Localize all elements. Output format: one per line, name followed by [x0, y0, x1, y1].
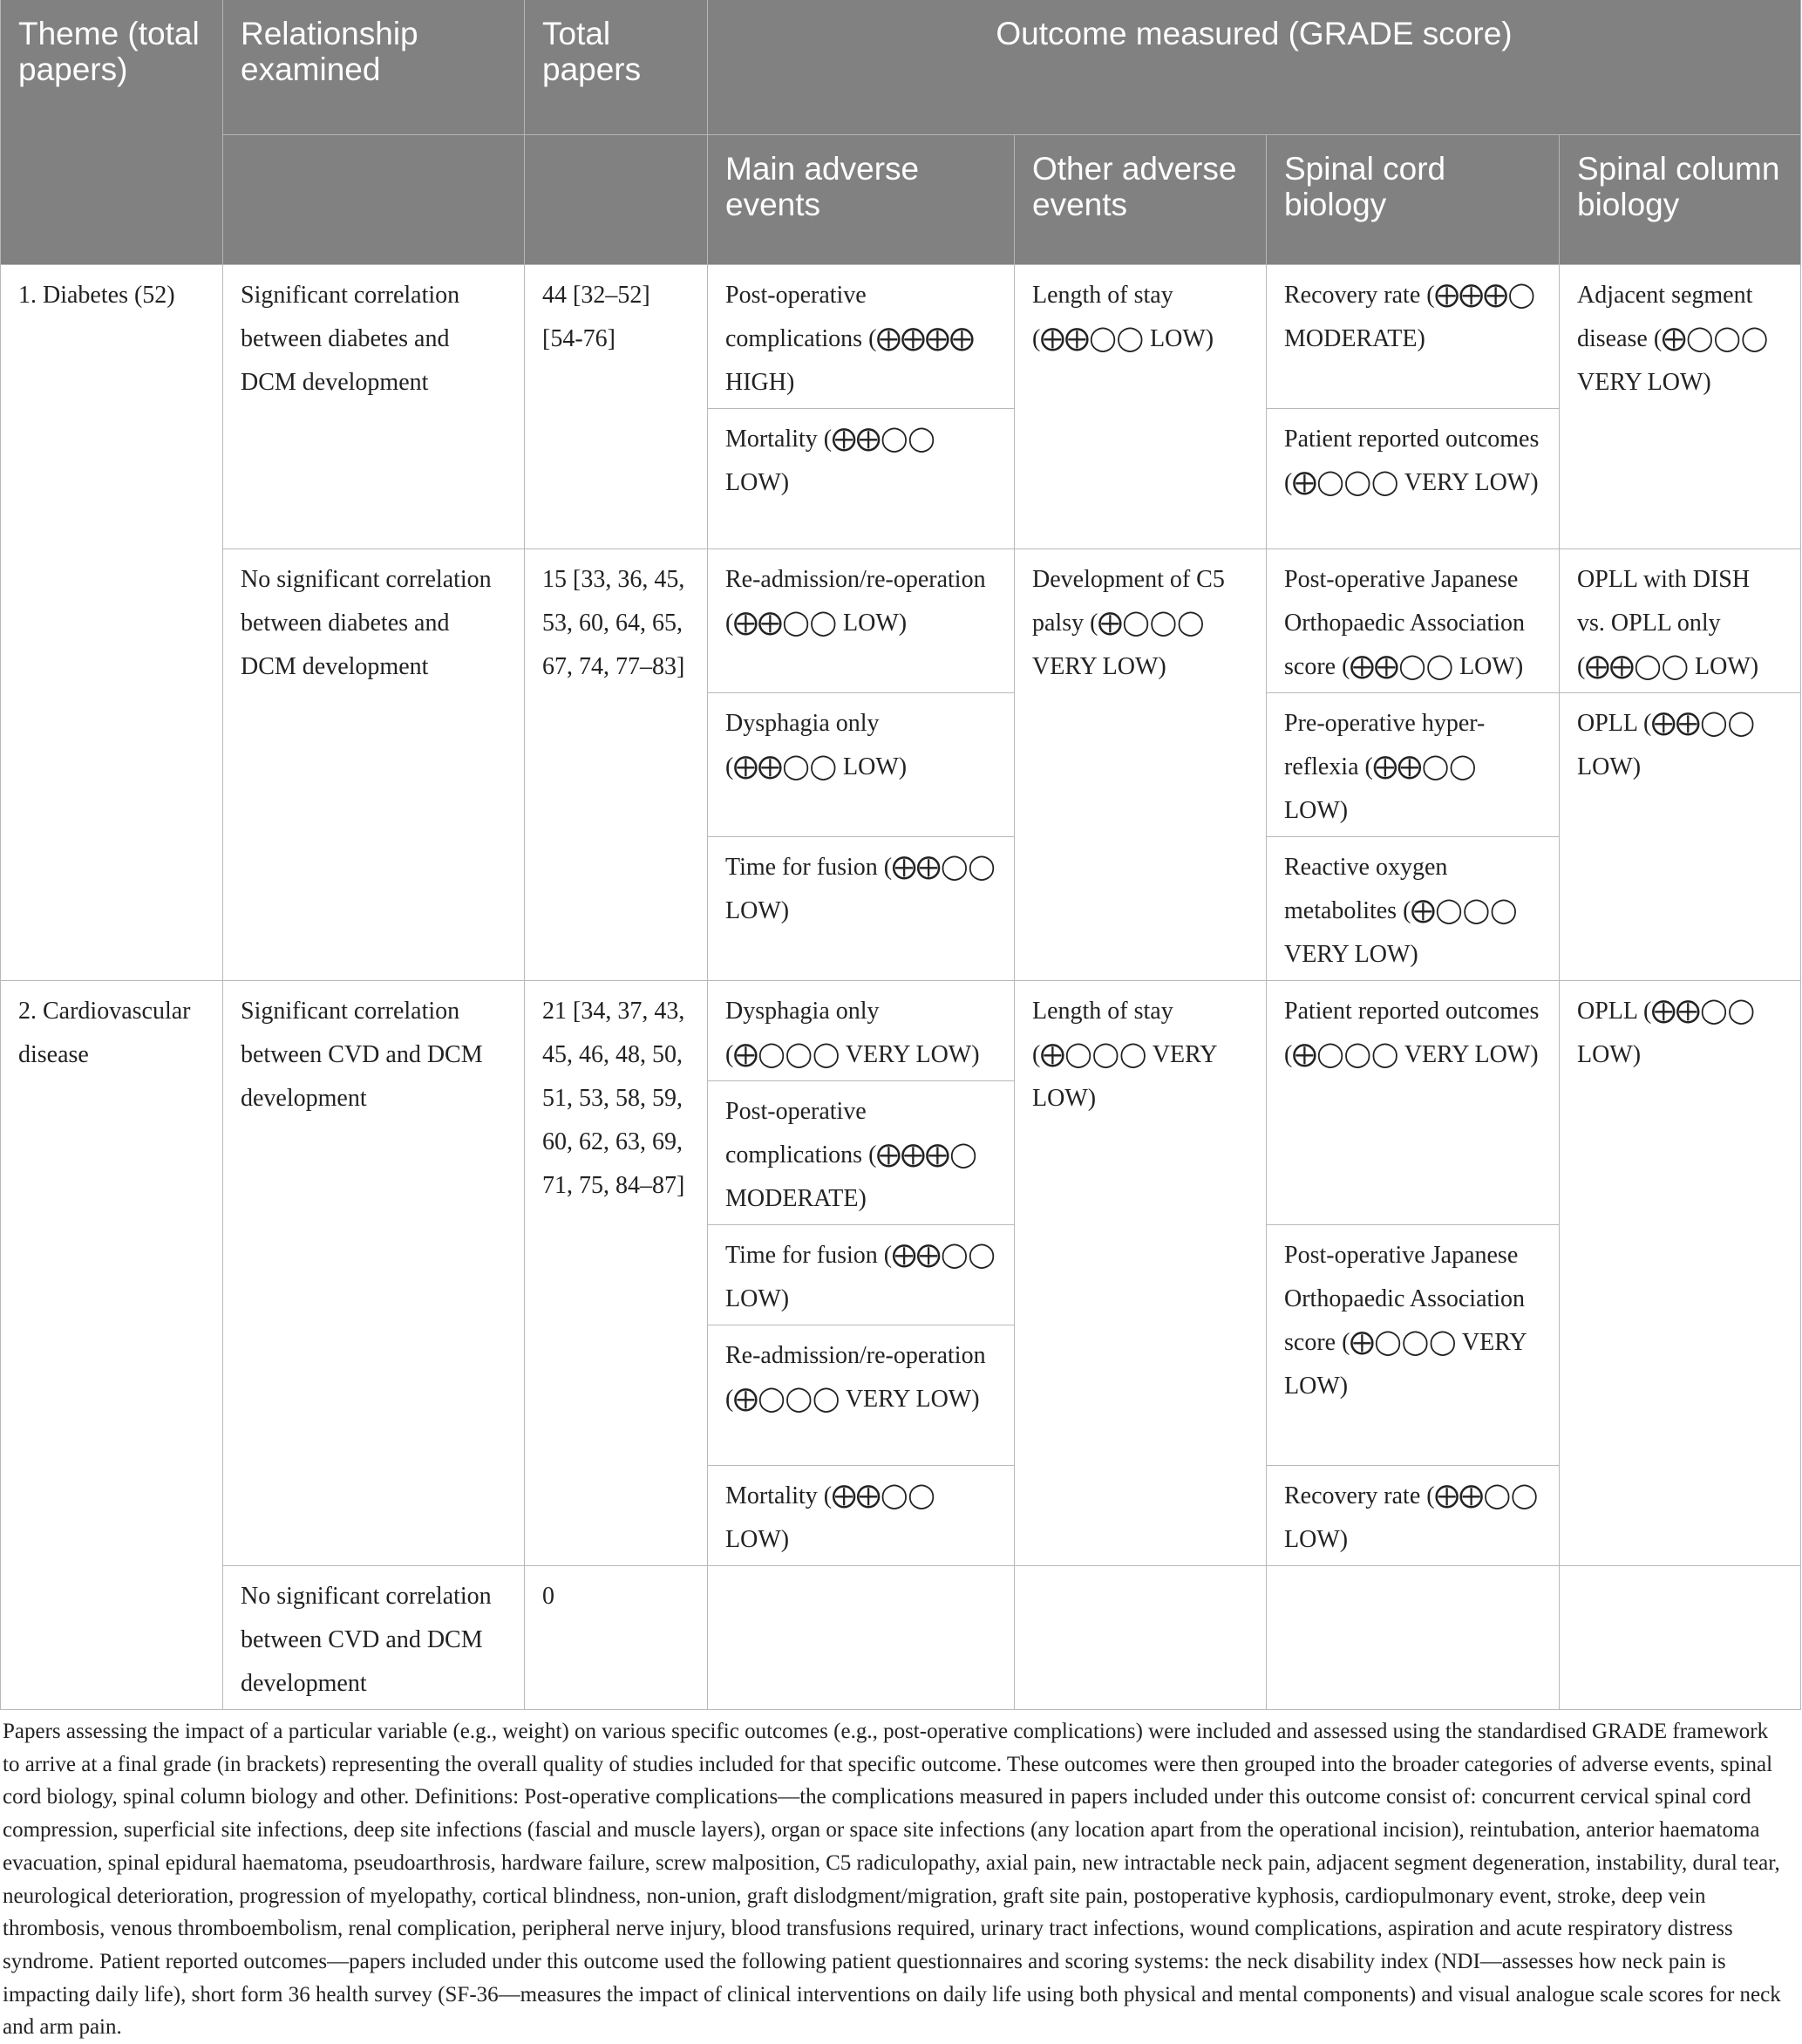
spinal-cord-cell: Patient reported outcomes (⨁◯◯◯ VERY LOW) — [1267, 981, 1560, 1225]
spinal-cord-cell: Pre-operative hyper-reflexia (⨁⨁◯◯ LOW) — [1267, 693, 1560, 837]
table-row — [1, 549, 1801, 693]
total-papers-cell: 0 — [525, 1566, 708, 1710]
table-row — [1, 265, 1801, 409]
spinal-cord-cell: Post-operative Japanese Orthopaedic Association score (⨁◯◯◯ VERY LOW) — [1267, 1225, 1560, 1466]
empty-cell — [708, 1566, 1015, 1710]
header-relationship-blank — [223, 135, 525, 265]
spinal-column-cell: OPLL (⨁⨁◯◯ LOW) — [1560, 693, 1801, 981]
header-row-1 — [1, 0, 1801, 135]
relationship-cell: No significant correlation between diabetes and DCM development — [223, 549, 525, 981]
header-other-adverse-events: Other adverse events — [1015, 135, 1267, 265]
theme-cell: 1. Diabetes (52) — [1, 265, 223, 981]
main-adverse-event-cell: Time for fusion (⨁⨁◯◯ LOW) — [708, 837, 1015, 981]
spinal-column-cell: Adjacent segment disease (⨁◯◯◯ VERY LOW) — [1560, 265, 1801, 549]
table-row — [1, 981, 1801, 1081]
table-footnote: Papers assessing the impact of a particular variable (e.g., weight) on various specific outcomes (e.g., post-operative complications) were included and assessed using the standardised GRADE framework to arrive at a final grade (in brackets) representing the overall quality of studies included for that specific outcome. These outcomes were then grouped into the broader categories of adverse events, spinal cord biology, spinal column biology and other. Definitions: Post-operative complications—the complications measured in papers included under this outcome consist of: concurrent cervical spinal cord compression, superficial site infections, deep site infections (fascial and muscle layers), organ or space site infections (any location apart from the operational incision), reintubation, anterior haematoma evacuation, spinal epidural haematoma, pseudoarthrosis, hardware failure, screw malposition, C5 radiculopathy, axial pain, new intractable neck pain, adjacent segment degeneration, instability, dural tear, neurological deterioration, progression of myelopathy, cortical blindness, non-union, graft dislodgment/migration, graft site pain, postoperative kyphosis, cardiopulmonary event, stroke, deep vein thrombosis, venous thromboembolism, renal complication, peripheral nerve injury, blood transfusions required, urinary tract infections, wound complications, aspiration and acute respiratory distress syndrome. Patient reported outcomes—papers included under this outcome used the following patient questionnaires and scoring systems: the neck disability index (NDI—assesses how neck pain is impacting daily life), short form 36 health survey (SF-36—measures the impact of clinical interventions on daily life using both physical and mental components) and visual analogue scale scores for neck and arm pain. — [3, 1720, 1781, 2040]
main-adverse-event-cell: Re-admission/re-operation (⨁◯◯◯ VERY LOW) — [708, 1325, 1015, 1466]
empty-cell — [1015, 1566, 1267, 1710]
spinal-column-cell: OPLL (⨁⨁◯◯ LOW) — [1560, 981, 1801, 1566]
header-relationship: Relationship examined — [223, 0, 525, 135]
spinal-column-cell: OPLL with DISH vs. OPLL only (⨁⨁◯◯ LOW) — [1560, 549, 1801, 693]
header-spinal-column-biology: Spinal column biology — [1560, 135, 1801, 265]
relationship-cell: Significant correlation between diabetes and DCM development — [223, 265, 525, 549]
main-adverse-event-cell: Re-admission/re-operation (⨁⨁◯◯ LOW) — [708, 549, 1015, 693]
relationship-cell: Significant correlation between CVD and DCM development — [223, 981, 525, 1566]
spinal-cord-cell: Reactive oxygen metabolites (⨁◯◯◯ VERY LOW) — [1267, 837, 1560, 981]
main-adverse-event-cell: Post-operative complications (⨁⨁⨁◯ MODERATE) — [708, 1081, 1015, 1225]
spinal-cord-cell: Recovery rate (⨁⨁◯◯ LOW) — [1267, 1466, 1560, 1566]
other-adverse-event-cell: Length of stay (⨁⨁◯◯ LOW) — [1015, 265, 1267, 549]
empty-cell — [1560, 1566, 1801, 1710]
other-adverse-event-cell: Length of stay (⨁◯◯◯ VERY LOW) — [1015, 981, 1267, 1566]
main-adverse-event-cell: Dysphagia only (⨁⨁◯◯ LOW) — [708, 693, 1015, 837]
main-adverse-event-cell: Dysphagia only (⨁◯◯◯ VERY LOW) — [708, 981, 1015, 1081]
main-adverse-event-cell: Mortality (⨁⨁◯◯ LOW) — [708, 1466, 1015, 1566]
empty-cell — [1267, 1566, 1560, 1710]
total-papers-cell: 44 [32–52] [54-76] — [525, 265, 708, 549]
total-papers-cell: 15 [33, 36, 45, 53, 60, 64, 65, 67, 74, 77–83] — [525, 549, 708, 981]
main-adverse-event-cell: Time for fusion (⨁⨁◯◯ LOW) — [708, 1225, 1015, 1325]
header-theme: Theme (total papers) — [1, 0, 223, 265]
relationship-cell: No significant correlation between CVD and DCM development — [223, 1566, 525, 1710]
theme-cell: 2. Cardiovascular disease — [1, 981, 223, 1710]
header-total-blank — [525, 135, 708, 265]
header-main-adverse-events: Main adverse events — [708, 135, 1015, 265]
spinal-cord-cell: Post-operative Japanese Orthopaedic Association score (⨁⨁◯◯ LOW) — [1267, 549, 1560, 693]
other-adverse-event-cell: Development of C5 palsy (⨁◯◯◯ VERY LOW) — [1015, 549, 1267, 981]
spinal-cord-cell: Patient reported outcomes (⨁◯◯◯ VERY LOW) — [1267, 409, 1560, 549]
header-outcome-measured: Outcome measured (GRADE score) — [708, 0, 1801, 135]
spinal-cord-cell: Recovery rate (⨁⨁⨁◯ MODERATE) — [1267, 265, 1560, 409]
header-row-2 — [1, 135, 1801, 265]
header-spinal-cord-biology: Spinal cord biology — [1267, 135, 1560, 265]
main-adverse-event-cell: Mortality (⨁⨁◯◯ LOW) — [708, 409, 1015, 549]
header-total-papers: Total papers — [525, 0, 708, 135]
main-adverse-event-cell: Post-operative complications (⨁⨁⨁⨁ HIGH) — [708, 265, 1015, 409]
total-papers-cell: 21 [34, 37, 43, 45, 46, 48, 50, 51, 53, 58, 59, 60, 62, 63, 69, 71, 75, 84–87] — [525, 981, 708, 1566]
table-row — [1, 1566, 1801, 1710]
